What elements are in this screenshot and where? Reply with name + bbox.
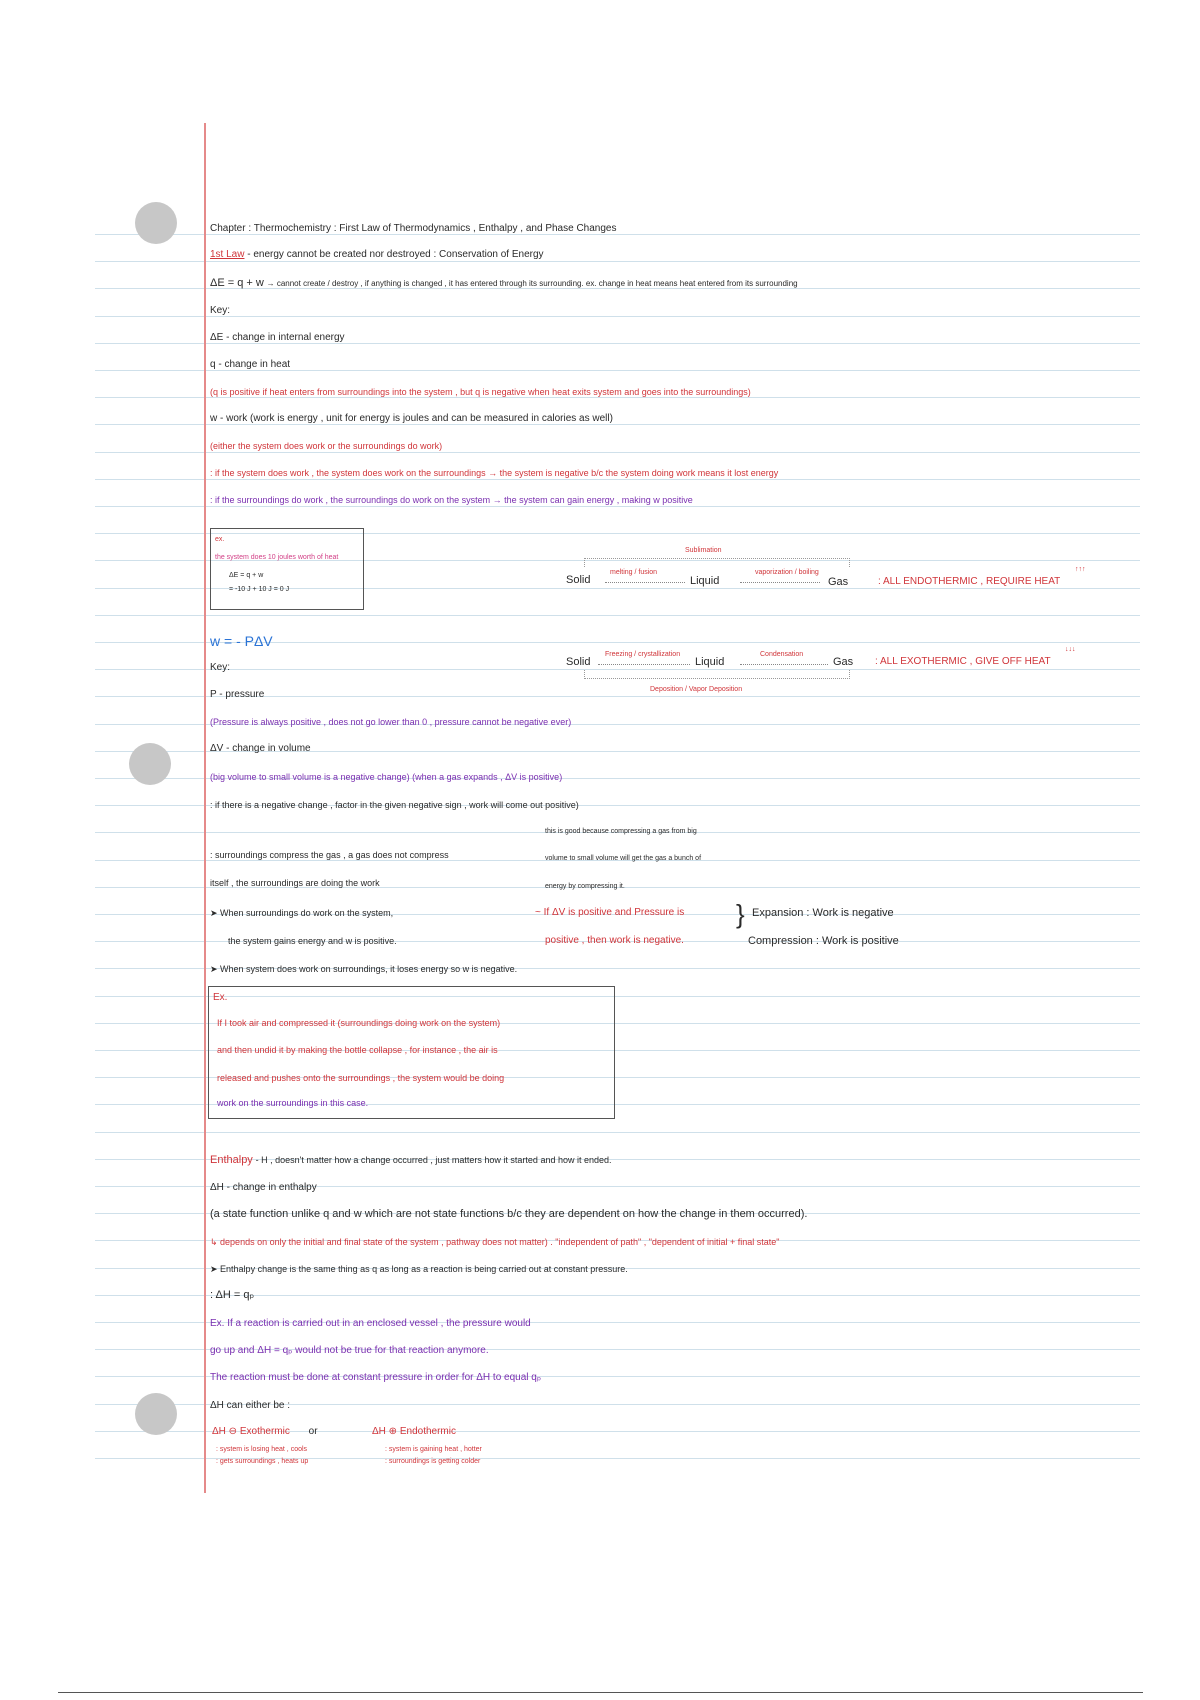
exothermic-heat-note: ↓↓↓ (1065, 646, 1076, 653)
state-function-note: ↳ depends on only the initial and final state of the system , pathway does not matter) . "independent of path" , "dependent of initial + final state" (210, 1237, 780, 1247)
endothermic-heat-note: ↑↑↑ (1075, 566, 1086, 573)
mini-ex-line2: ΔE = q + w (229, 572, 264, 579)
melting-label: melting / fusion (610, 569, 658, 576)
enthalpy-line (210, 1154, 612, 1167)
sublimation-bracket (584, 558, 850, 567)
w-work-line: w - work (work is energy , unit for energy is joules and can be measured in calories as well) (210, 413, 613, 424)
ruled-line (95, 316, 1140, 317)
side-note-1: this is good because compressing a gas from big (545, 828, 697, 835)
example2-line-1: Ex. If a reaction is carried out in an enclosed vessel , the pressure would (210, 1318, 531, 1329)
punch-hole-top (135, 202, 177, 244)
melting-arrow (605, 582, 685, 583)
example-line-4: work on the surroundings in this case. (217, 1098, 369, 1108)
delta-h-equation: : ΔH = qₚ (210, 1289, 255, 1301)
de-equation-line (210, 277, 798, 290)
vaporization-arrow (740, 582, 820, 583)
phase-top-gas: Gas (828, 576, 849, 588)
state-function-line: (a state function unlike q and w which are not state functions b/c they are dependent on how the change in them occurred). (210, 1208, 808, 1220)
bullet-system-work: ➤ When system does work on surroundings, it loses energy so w is negative. (210, 964, 518, 974)
freezing-label: Freezing / crystallization (605, 651, 681, 658)
condensation-label: Condensation (760, 651, 804, 658)
key2-label: Key: (210, 662, 231, 673)
enthalpy-same-line: ➤ Enthalpy change is the same thing as q as long as a reaction is being carried out at constant pressure. (210, 1264, 628, 1274)
phase-top-solid: Solid (566, 574, 591, 586)
enthalpy-text: - H , doesn't matter how a change occurred , just matters how it started and how it ended. (255, 1155, 612, 1165)
compression-line: Compression : Work is positive (748, 935, 899, 947)
brace: } (736, 899, 745, 929)
ruled-line (95, 452, 1140, 453)
either-line: (either the system does work or the surroundings do work) (210, 441, 443, 451)
first-law-text: - energy cannot be created nor destroyed : Conservation of Energy (247, 249, 544, 260)
exothermic-label: ΔH ⊖ Exothermic (212, 1426, 290, 1437)
page-bottom-line (58, 1692, 1143, 1693)
exothermic-note-2: : gets surroundings , heats up (216, 1458, 309, 1465)
key-delta-v: ΔV - change in volume (210, 743, 311, 754)
sublimation-label: Sublimation (685, 547, 722, 554)
endothermic-label: ΔH ⊕ Endothermic (372, 1426, 456, 1437)
ruled-line (95, 479, 1140, 480)
mini-example-box (210, 528, 364, 610)
bullet-system-gains: the system gains energy and w is positive. (228, 936, 397, 946)
expansion-line: Expansion : Work is negative (752, 907, 894, 919)
or-label: or (308, 1426, 318, 1437)
vaporization-label: vaporization / boiling (755, 569, 819, 576)
punch-hole-middle (129, 743, 171, 785)
phase-bottom-solid: Solid (566, 656, 591, 668)
example-box (208, 986, 615, 1119)
example-label: Ex. (213, 992, 228, 1003)
mini-ex-line1: the system does 10 joules worth of heat (215, 554, 339, 561)
mini-ex-label: ex. (215, 536, 225, 543)
de-equation-note: → cannot create / destroy , if anything is changed , it has entered through its surrounding. ex. change in heat means heat entered from its surrounding (266, 279, 798, 288)
enthalpy-term: Enthalpy (210, 1154, 253, 1166)
punch-hole-bottom (135, 1393, 177, 1435)
example-line-3: released and pushes onto the surroundings , the system would be doing (217, 1073, 505, 1083)
endothermic-note-2: : surroundings is getting colder (385, 1458, 481, 1465)
phase-bottom-gas: Gas (833, 656, 854, 668)
volume-note: (big volume to small volume is a negative change) (when a gas expands , ΔV is positive) (210, 772, 563, 782)
side-note-2: volume to small volume will get the gas a bunch of (545, 855, 702, 862)
ruled-line (95, 615, 1140, 616)
negative-change-note: : if there is a negative change , factor in the given negative sign , work will come out positive) (210, 800, 579, 810)
ruled-line (95, 1132, 1140, 1133)
exothermic-label-line (212, 1426, 318, 1438)
surroundings-compress-1: : surroundings compress the gas , a gas does not compress (210, 850, 449, 860)
condensation-arrow (740, 664, 828, 665)
de-equation: ΔE = q + w (210, 277, 264, 289)
exothermic-note-1: : system is losing heat , cools (216, 1446, 308, 1453)
w-equation: w = - PΔV (210, 633, 273, 649)
key-delta-e: ΔE - change in internal energy (210, 332, 345, 343)
key-label: Key: (210, 305, 231, 316)
side-note-3: energy by compressing it. (545, 883, 625, 890)
freezing-arrow (598, 664, 690, 665)
key-p: P - pressure (210, 689, 265, 700)
phase-top-liquid: Liquid (690, 575, 720, 587)
example-line-2: and then undid it by making the bottle collapse , for instance , the air is (217, 1045, 498, 1055)
phase-bottom-liquid: Liquid (695, 656, 725, 668)
page-title: Chapter : Thermochemistry : First Law of Thermodynamics , Enthalpy , and Phase Changes (210, 223, 617, 234)
first-law-line (210, 249, 544, 261)
deposition-bracket (584, 670, 850, 679)
delta-h-key: ΔH - change in enthalpy (210, 1182, 317, 1193)
endothermic-note: : ALL ENDOTHERMIC , REQUIRE HEAT (878, 576, 1061, 587)
endothermic-note-1: : system is gaining heat , hotter (385, 1446, 482, 1453)
key-q: q - change in heat (210, 359, 291, 370)
ruled-line (95, 261, 1140, 262)
example2-line-2: go up and ΔH = qₚ would not be true for that reaction anymore. (210, 1345, 489, 1356)
deposition-label: Deposition / Vapor Deposition (650, 686, 743, 693)
mid-note-1: ~ If ΔV is positive and Pressure is (535, 907, 685, 918)
mid-note-2: positive , then work is negative. (545, 935, 684, 946)
first-law-label: 1st Law (210, 249, 245, 260)
example-line-1: If I took air and compressed it (surroundings doing work on the system) (217, 1018, 501, 1028)
surroundings-work-line: : if the surroundings do work , the surroundings do work on the system → the system can gain energy , making w positive (210, 495, 693, 505)
bullet-surroundings-work: ➤ When surroundings do work on the system, (210, 908, 394, 918)
exothermic-note: : ALL EXOTHERMIC , GIVE OFF HEAT (875, 656, 1051, 667)
margin-line (204, 123, 206, 1493)
ruled-line (95, 506, 1140, 507)
system-work-line: : if the system does work , the system does work on the surroundings → the system is negative b/c the system doing work means it lost energy (210, 468, 779, 478)
example2-line-3: The reaction must be done at constant pressure in order for ΔH to equal qₚ (210, 1372, 542, 1383)
delta-h-either: ΔH can either be : (210, 1400, 291, 1411)
q-sign-note: (q is positive if heat enters from surroundings into the system , but q is negative when heat exits system and goes into the surroundings) (210, 387, 751, 397)
pressure-note: (Pressure is always positive , does not go lower than 0 , pressure cannot be negative ever) (210, 717, 572, 727)
mini-ex-line3: = -10 J + 10 J = 0 J (229, 586, 290, 593)
surroundings-compress-2: itself , the surroundings are doing the work (210, 878, 380, 888)
